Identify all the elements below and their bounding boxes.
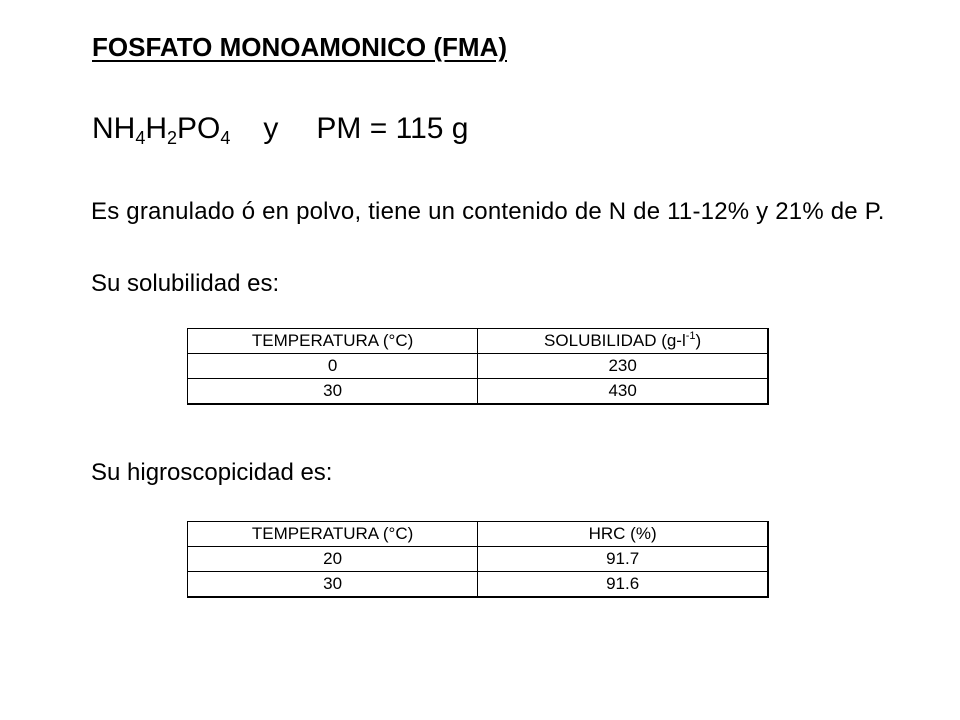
table-cell: 0 <box>188 354 478 379</box>
formula <box>92 112 231 148</box>
formula-connector: y <box>263 112 279 145</box>
table-header-row <box>188 522 769 547</box>
molar-mass: PM = 115 g <box>316 112 469 145</box>
formula-part: NH <box>92 112 136 145</box>
table-row <box>188 379 769 405</box>
description-text: Es granulado ó en polvo, tiene un contenido de N de 11-12% y 21% de P. <box>91 198 885 225</box>
formula-part: H <box>145 112 168 145</box>
table-header-cell: TEMPERATURA (°C) <box>188 329 478 354</box>
description-paragraph <box>44 194 920 230</box>
hygroscopicity-label: Su higroscopicidad es: <box>91 459 333 486</box>
table-header-row <box>188 329 769 354</box>
hygroscopicity-table <box>187 521 769 598</box>
formula-subscript: 4 <box>220 128 231 148</box>
slide-title: FOSFATO MONOAMONICO (FMA) <box>92 32 507 62</box>
table-cell: 20 <box>188 547 478 572</box>
header-superscript: -1 <box>685 330 696 342</box>
formula-subscript: 4 <box>135 128 146 148</box>
table-row <box>188 572 769 598</box>
table-cell: 91.6 <box>478 572 768 598</box>
header-text: ) <box>695 331 702 350</box>
table-header-cell: TEMPERATURA (°C) <box>188 522 478 547</box>
formula-subscript: 2 <box>167 128 178 148</box>
solubility-table <box>187 328 769 405</box>
solubility-label: Su solubilidad es: <box>91 270 280 297</box>
table-cell: 91.7 <box>478 547 768 572</box>
table-cell: 230 <box>478 354 768 379</box>
header-text: SOLUBILIDAD (g-l <box>544 331 686 350</box>
chemical-formula-line <box>92 112 468 146</box>
table-row <box>188 354 769 379</box>
table-cell: 30 <box>188 572 478 598</box>
table-cell: 430 <box>478 379 768 405</box>
formula-part: PO <box>177 112 221 145</box>
table-row <box>188 547 769 572</box>
table-header-cell <box>478 329 768 354</box>
table-cell: 30 <box>188 379 478 405</box>
table-header-cell: HRC (%) <box>478 522 768 547</box>
